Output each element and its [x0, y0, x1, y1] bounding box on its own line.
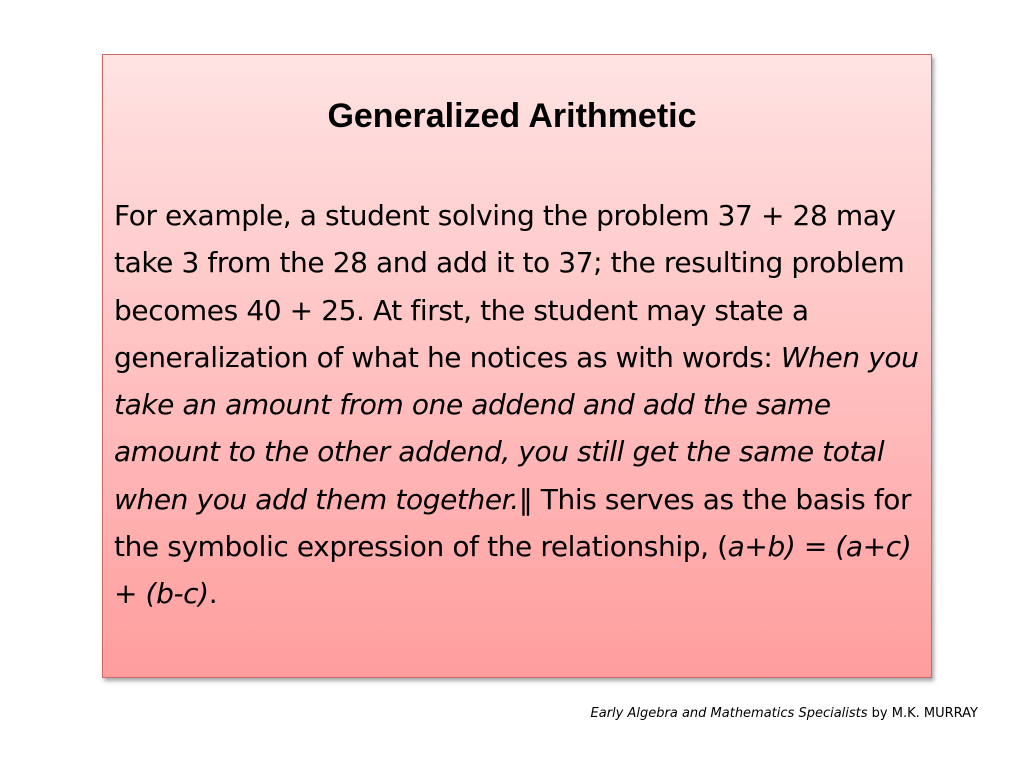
slide-body-paragraph	[114, 192, 926, 618]
footer-book-title: Early Algebra and Mathematics Specialists	[590, 706, 868, 721]
slide-title: Generalized Arithmetic	[327, 97, 697, 135]
paragraph-end: .	[208, 577, 218, 611]
paragraph-after-quote: ‖ This serves as the basis for the symbolic expression of the relationship, (	[114, 482, 912, 564]
paragraph-expression: a+b) = (a+c) + (b-c)	[114, 530, 912, 611]
footer-byline: by M.K. MURRAY	[867, 706, 978, 721]
paragraph-intro: For example, a student solving the problem 37 + 28 may take 3 from the 28 and add it to 37; the resulting problem becomes 40 + 25. At first, the student may state a generalization of what he notices as with words:	[114, 199, 905, 374]
slide-footer-citation	[591, 706, 978, 721]
paragraph-quote: When you take an amount from one addend and add the same amount to the other addend, you still get the same total when you add them together.	[114, 340, 919, 516]
